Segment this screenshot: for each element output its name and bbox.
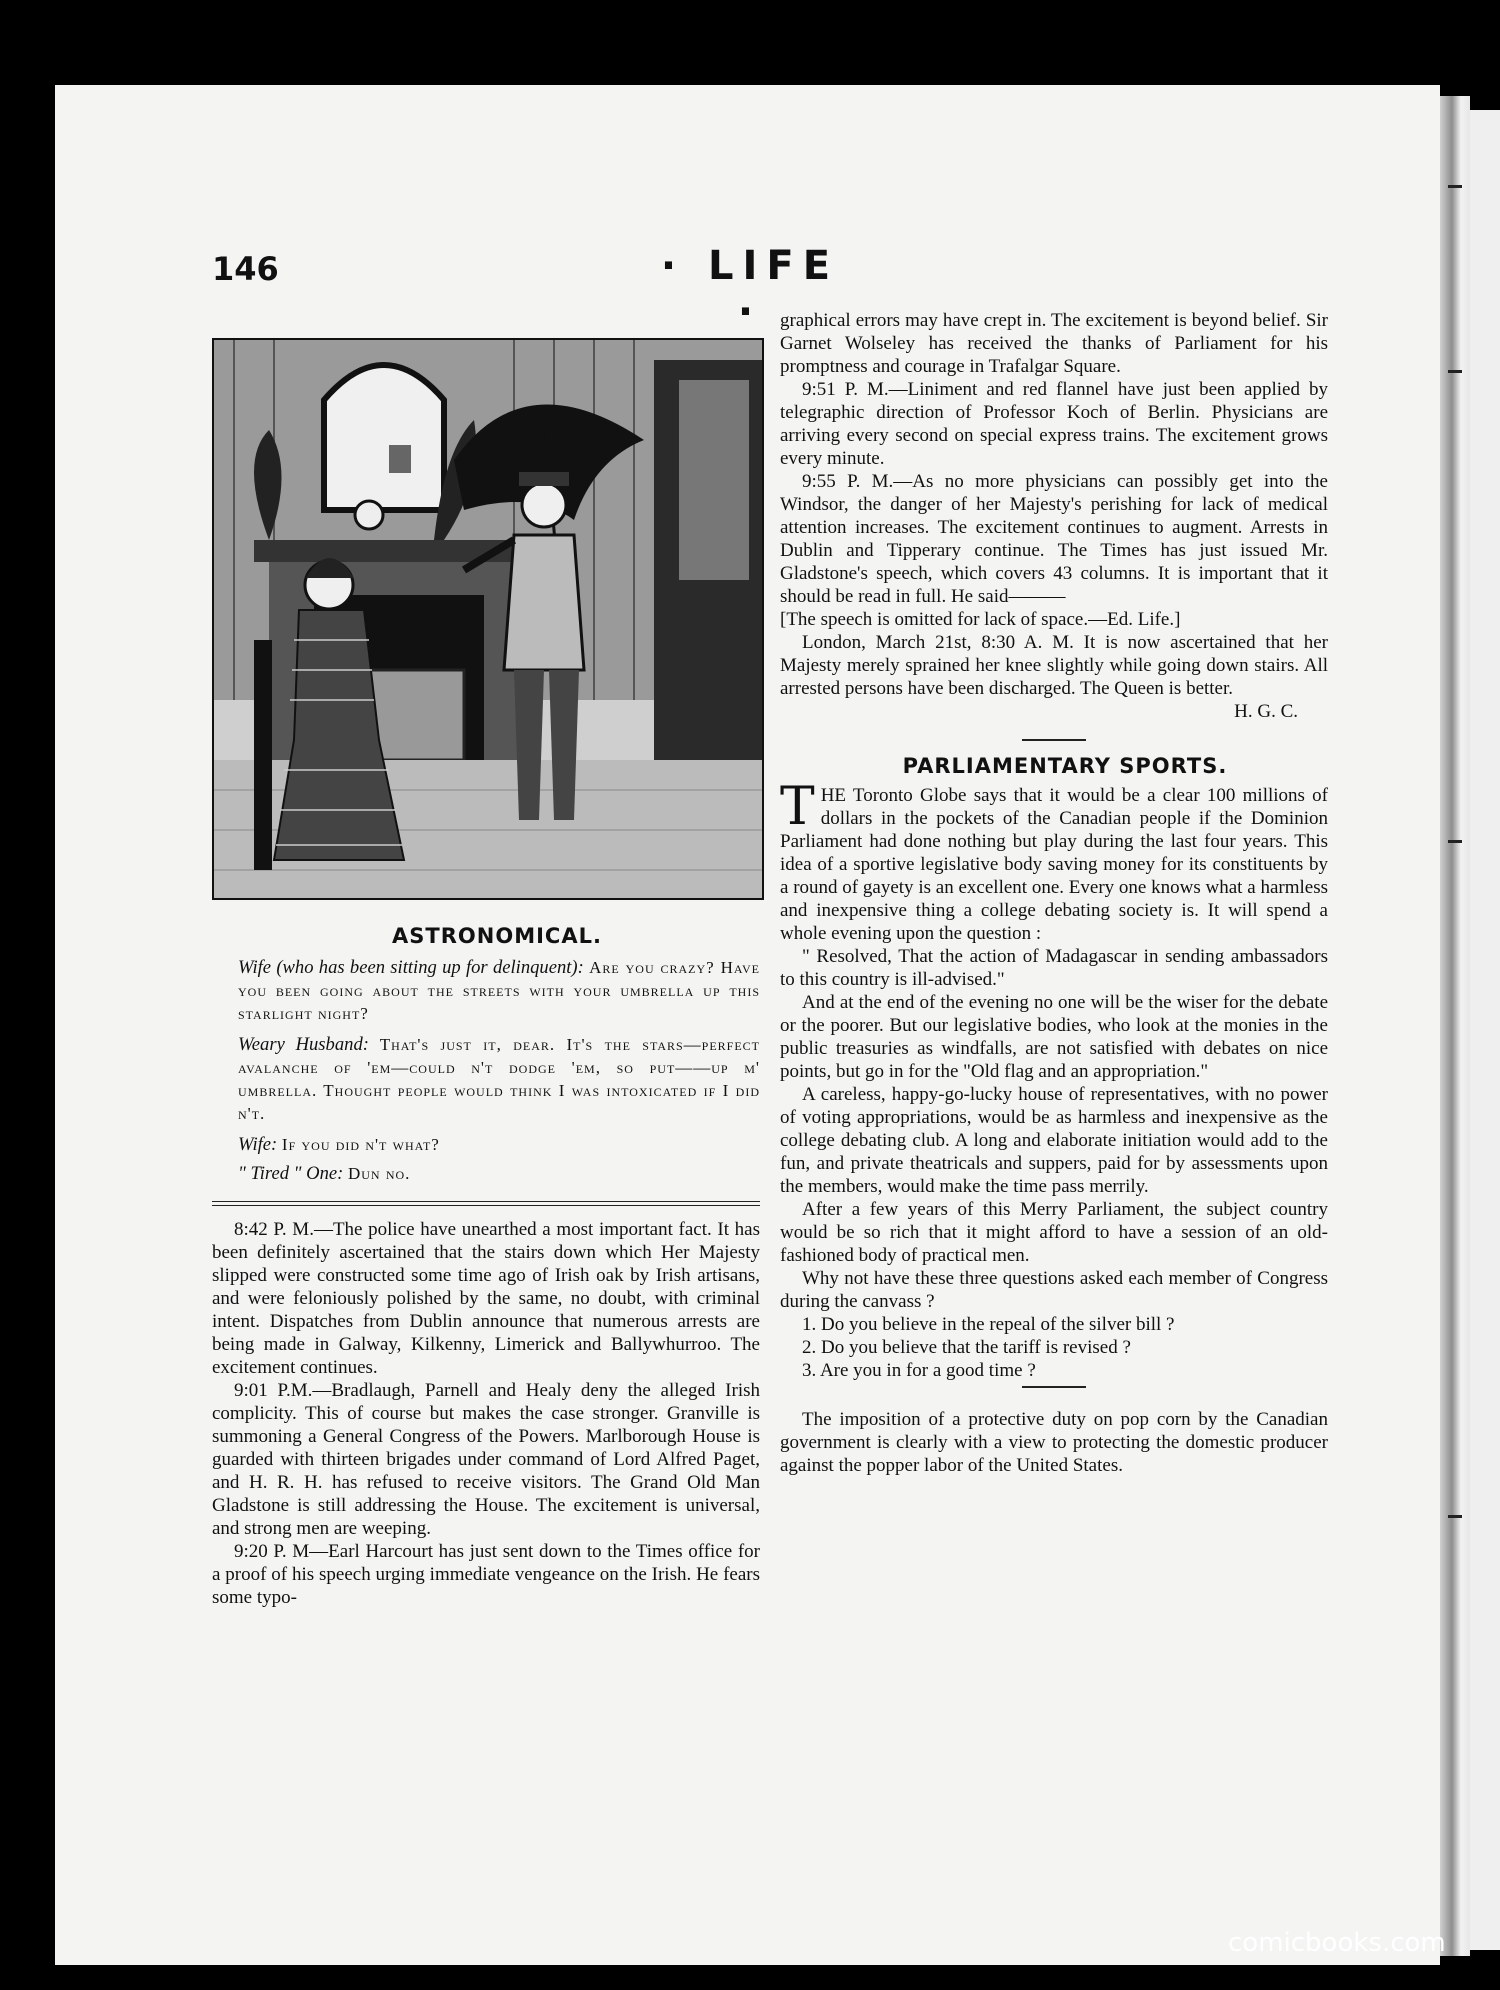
page-number: 146 xyxy=(212,250,279,288)
dialogue-line-2 xyxy=(238,1033,760,1125)
parliamentary-p2: And at the end of the evening no one will be the wiser for the debate or the poorer. But our legislative bodies, who look at the monies in the public treasuries as windfalls, are not satisfied with debates on nice points, but go in for the "Old flag and an appropriation." xyxy=(780,992,1328,1082)
astronomical-heading: ASTRONOMICAL. xyxy=(392,924,602,948)
report-842pm: 8:42 P. M.—The police have unearthed a most important fact. It has been definitely ascertained that the stairs down which Her Majesty slipped were constructed some time ago of Irish oak by Irish artisans, and were feloniously polished by the same, no doubt, with criminal intent. Dispatches from Dublin announce that numerous arrests are being made in Galway, Kilkenny, Limerick and Ballywhurroo. The excitement continues. xyxy=(212,1219,760,1378)
report-london: London, March 21st, 8:30 A. M. It is now ascertained that her Majesty merely sprained her knee slightly while going down stairs. All arrested persons have been discharged. The Queen is better. xyxy=(780,632,1328,699)
tired-one-reply: Dun no. xyxy=(347,1164,411,1183)
site-watermark: comicbooks.com xyxy=(1228,1928,1446,1958)
dialogue-line-1 xyxy=(238,956,760,1025)
resolved-quote: " Resolved, That the action of Madagascar in sending ambassadors to this country is ill-advised." xyxy=(780,946,1328,990)
speaker-wife-2: Wife: xyxy=(238,1134,278,1155)
report-920pm: 9:20 P. M—Earl Harcourt has just sent down to the Times office for a proof of his speech urging immediate vengeance on the Irish. He fears some typo- xyxy=(212,1541,760,1608)
parliamentary-p5: Why not have these three questions asked each member of Congress during the canvass ? xyxy=(780,1268,1328,1312)
dialogue-line-4 xyxy=(238,1162,760,1185)
popcorn-paragraph: The imposition of a protective duty on pop corn by the Canadian government is clearly with a view to protecting the domestic producer against the popper labor of the United States. xyxy=(780,1409,1328,1476)
question-2: 2. Do you believe that the tariff is revised ? xyxy=(802,1337,1131,1358)
wife-question: Are you crazy? Have you been going about the streets with your umbrella up this starlight night? xyxy=(238,958,761,1023)
drop-cap: T xyxy=(780,777,815,837)
report-901pm: 9:01 P.M.—Bradlaugh, Parnell and Healy deny the alleged Irish complicity. This of course but makes the case stronger. Granville is summoning a General Congress of the Powers. Marlborough House is guarded with thirteen brigades under command of Lord Alfred Paget, and H. R. H. has refused to receive visitors. The Grand Old Man Gladstone is still addressing the House. The excitement is universal, and strong men are weeping. xyxy=(212,1380,760,1539)
report-continued: graphical errors may have crept in. The excitement is beyond belief. Sir Garnet Wolseley has received the thanks of Parliament for his promptness and courage in Trafalgar Square. xyxy=(780,310,1328,377)
speaker-wife: Wife (who has been sitting up for delinquent): xyxy=(238,957,584,978)
parliamentary-heading: PARLIAMENTARY SPORTS. xyxy=(902,754,1228,778)
author-signature: H. G. C. xyxy=(1234,701,1298,722)
margin-mark xyxy=(1448,1515,1462,1518)
masthead-title: · LIFE · xyxy=(660,243,840,335)
question-3: 3. Are you in for a good time ? xyxy=(802,1360,1036,1381)
report-951pm: 9:51 P. M.—Liniment and red flannel have just been applied by telegraphic direction of Professor Koch of Berlin. Physicians are arriving every second on special express trains. The excitement grows every minute. xyxy=(780,379,1328,469)
dialogue-line-3 xyxy=(238,1133,760,1156)
margin-mark xyxy=(1448,840,1462,843)
parliamentary-p4: After a few years of this Merry Parliament, the subject country would be so rich that it might afford to have a session of an old-fashioned body of practical men. xyxy=(780,1199,1328,1266)
left-column xyxy=(212,925,760,1609)
parliamentary-intro xyxy=(780,777,1328,945)
right-column xyxy=(780,309,1328,1477)
parliamentary-p3: A careless, happy-go-lucky house of representatives, with no power of voting appropriations, would be as harmless and inexpensive as the college debating club. A long and elaborate initiation would add to the fun, and private theatricals and suppers, paid for by assessments upon the members, would make the time pass merrily. xyxy=(780,1084,1328,1197)
facing-page-edge xyxy=(1470,110,1500,1950)
book-spine xyxy=(1440,96,1470,1956)
report-955pm: 9:55 P. M.—As no more physicians can possibly get into the Windsor, the danger of her Majesty's perishing for lack of medical attention increases. The excitement continues to augment. Arrests in Dublin and Tipperary continue. The Times has just issued Mr. Gladstone's speech, which covers 43 columns. It is important that it should be read in full. He said——— xyxy=(780,471,1328,607)
section-divider xyxy=(212,1201,760,1206)
speaker-tired-one: " Tired " One: xyxy=(238,1163,344,1184)
parliamentary-p1: HE Toronto Globe says that it would be a clear 100 millions of dollars in the pockets of the Canadian people if the Dominion Parliament had done nothing but play during the last four years. This idea of a sportive legislative body saving money for its constituents by a round of gayety is an excellent one. Every one knows what a harmless and inexpensive thing a college debating society is. It will spend a whole evening upon the question : xyxy=(780,785,1328,944)
editor-note: [The speech is omitted for lack of space.—Ed. Life.] xyxy=(780,609,1181,630)
wife-followup: If you did n't what? xyxy=(281,1135,440,1154)
husband-reply: That's just it, dear. It's the stars—perfect avalanche of 'em—could n't dodge 'em, so put——up m' umbrella. Thought people would think I was intoxicated if I did n't. xyxy=(238,1035,761,1123)
speaker-husband: Weary Husband: xyxy=(238,1034,369,1055)
question-1: 1. Do you believe in the repeal of the silver bill ? xyxy=(802,1314,1175,1335)
margin-mark xyxy=(1448,370,1462,373)
margin-mark xyxy=(1448,185,1462,188)
engraving-illustration xyxy=(212,338,764,900)
